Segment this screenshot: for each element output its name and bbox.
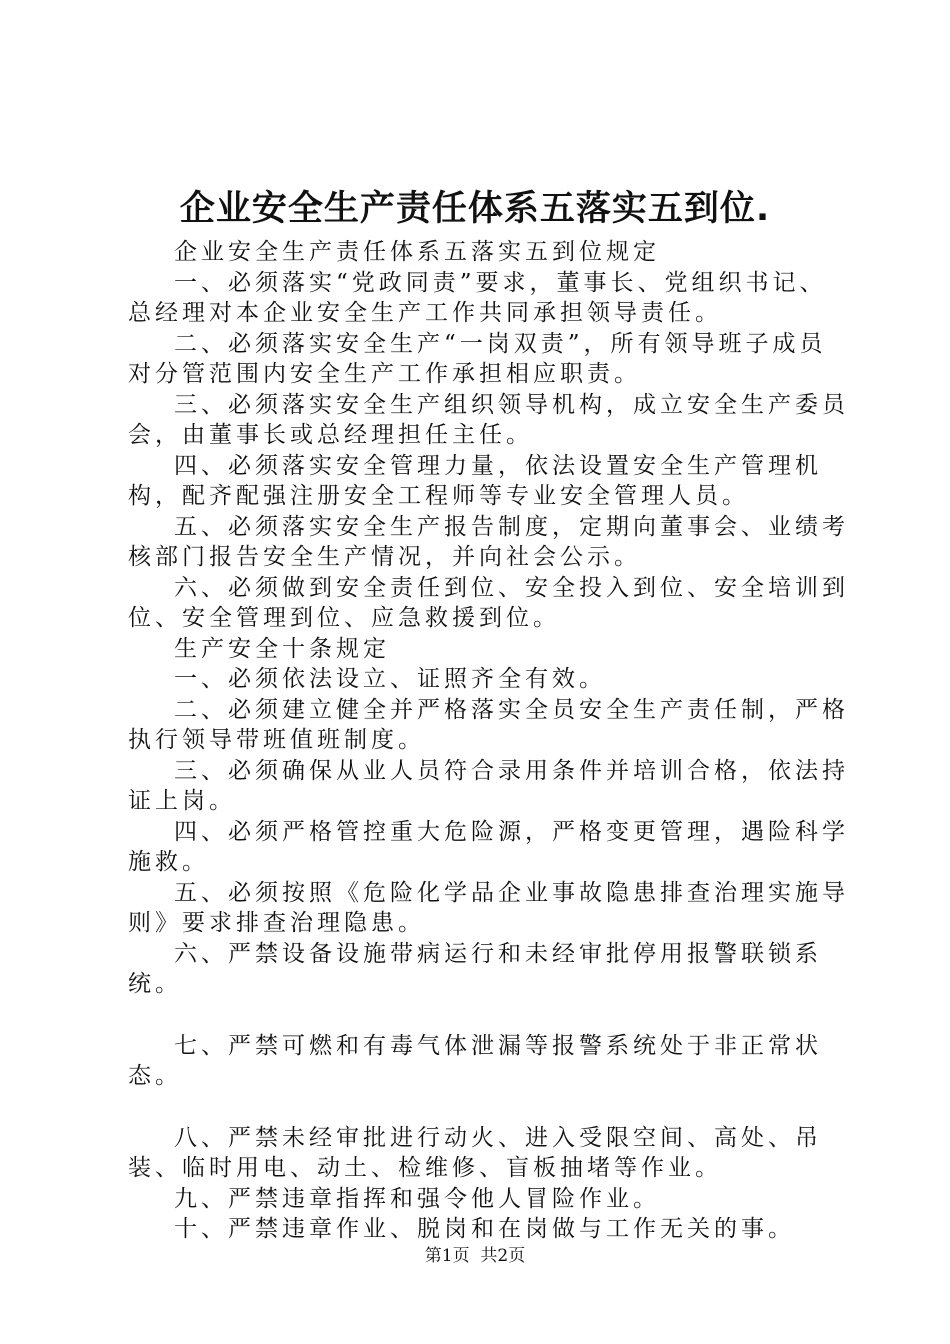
paragraph: 六、严禁设备设施带病运行和未经审批停用报警联锁系统。 [128, 940, 822, 997]
paragraph: 二、必须落实安全生产“一岗双责”，所有领导班子成员对分管范围内安全生产工作承担相应职责。 [128, 330, 827, 387]
document-title: 企业安全生产责任体系五落实五到位. [179, 189, 771, 229]
paragraph: 十、严禁违章作业、脱岗和在岗做与工作无关的事。 [174, 1216, 795, 1242]
page-footer [0, 1244, 950, 1268]
paragraph: 一、必须依法设立、证照齐全有效。 [174, 666, 606, 692]
document-body [128, 237, 850, 1245]
paragraph: 七、严禁可燃和有毒气体泄漏等报警系统处于非正常状态。 [128, 1032, 822, 1089]
paragraph: 一、必须落实“党政同责”要求，董事长、党组织书记、总经理对本企业安全生产工作共同承担领导责任。 [128, 269, 827, 326]
paragraph: 九、严禁违章指挥和强令他人冒险作业。 [174, 1185, 660, 1212]
paragraph: 二、必须建立健全并严格落实全员安全生产责任制，严格执行领导带班值班制度。 [128, 696, 849, 753]
paragraph: 八、严禁未经审批进行动火、进入受限空间、高处、吊装、临时用电、动土、检维修、盲板抽堵等作业。 [128, 1124, 822, 1181]
paragraph: 三、必须落实安全生产组织领导机构，成立安全生产委员会，由董事长或总经理担任主任。 [128, 391, 849, 448]
paragraph: 三、必须确保从业人员符合录用条件并培训合格，依法持证上岗。 [128, 757, 849, 814]
paragraph-heading-ten-rules: 生产安全十条规定 [174, 635, 390, 662]
paragraph: 四、必须严格管控重大危险源，严格变更管理，遇险科学施救。 [128, 818, 849, 875]
page-number-label: 第1页 共2页 [424, 1246, 526, 1266]
paragraph-heading-five-implementations: 企业安全生产责任体系五落实五到位规定 [174, 239, 660, 265]
paragraph: 五、必须按照《危险化学品企业事故隐患排查治理实施导则》要求排查治理隐患。 [128, 879, 849, 936]
paragraph: 六、必须做到安全责任到位、安全投入到位、安全培训到位、安全管理到位、应急救援到位。 [128, 574, 849, 631]
paragraph: 四、必须落实安全管理力量，依法设置安全生产管理机构，配齐配强注册安全工程师等专业安全管理人员。 [128, 452, 822, 509]
paragraph: 五、必须落实安全生产报告制度，定期向董事会、业绩考核部门报告安全生产情况，并向社会公示。 [128, 513, 849, 570]
